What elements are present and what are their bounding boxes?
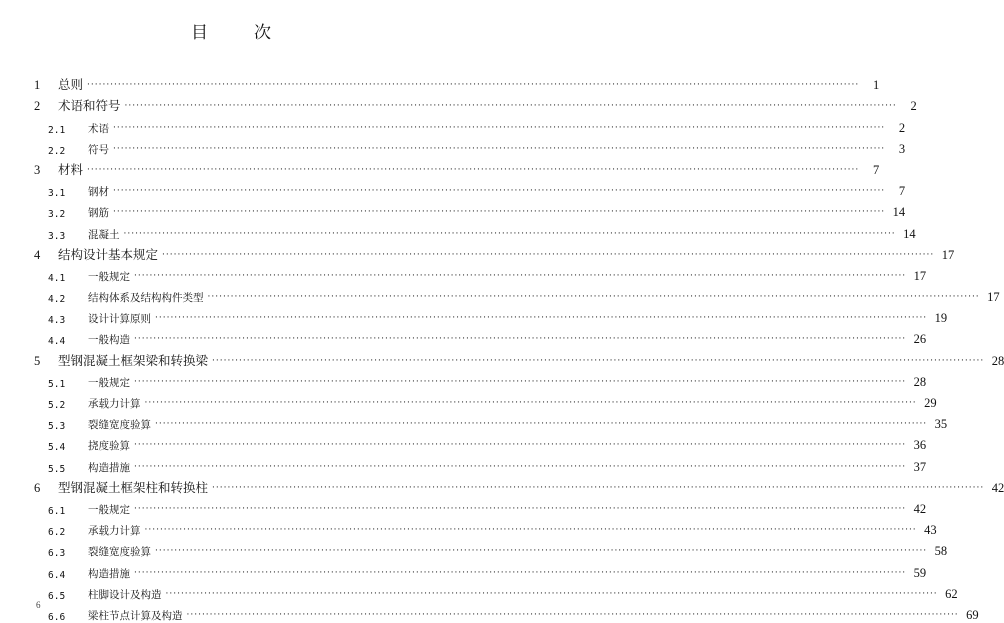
toc-entry-page: 29: [924, 396, 937, 410]
toc-dot-leader: ········································································································································································································: [165, 588, 938, 599]
toc-entry-title: 一般规定: [88, 270, 130, 283]
toc-entry-page: 43: [924, 523, 937, 538]
toc-entry: [32, 136, 906, 157]
toc-entry-title: 一般规定: [88, 503, 130, 516]
toc-entry-title: 钢材: [88, 186, 109, 199]
toc-entry-title: 结构体系及结构构件类型: [88, 292, 204, 305]
toc-entry-title: 一般规定: [88, 376, 130, 389]
toc-entry-number: 4.2: [48, 294, 66, 306]
toc-entry: [32, 538, 948, 560]
toc-dot-leader: ········································································································································································································: [155, 546, 928, 557]
toc-entry-number: 5: [34, 353, 41, 368]
toc-entry-number: 4.1: [48, 272, 66, 284]
toc-dot-leader: ········································································································································································································: [123, 228, 896, 239]
toc-entry: [32, 411, 948, 433]
toc-entry: [32, 326, 927, 348]
toc-dot-leader: ········································································································································································································: [144, 398, 917, 408]
toc-entry-page: 35: [934, 417, 948, 432]
toc-dot-leader: ········································································································································································································: [134, 334, 907, 345]
toc-dot-leader: ········································································································································································································: [113, 207, 886, 218]
toc-entry: [32, 157, 880, 178]
toc-entry-number: 6.3: [48, 548, 66, 560]
toc-entry-number: 3: [34, 162, 41, 177]
toc-entry-page: 42: [913, 501, 927, 516]
toc-dot-leader: ········································································································································································································: [134, 376, 907, 387]
toc-entry-page: 17: [941, 247, 955, 262]
toc-entry: [32, 242, 955, 263]
toc-entry-number: 3.2: [48, 209, 66, 221]
toc-entry-number: 2.1: [48, 124, 66, 136]
toc-entry: [32, 305, 948, 327]
toc-entry-title: 符号: [88, 143, 109, 156]
title-part-2: 次: [254, 23, 271, 43]
toc-entry-title: 承载力计算: [88, 525, 141, 538]
toc-entry-number: 6.4: [48, 569, 66, 581]
toc-entry-title: 构造措施: [88, 567, 130, 580]
toc-entry-title: 型钢混凝土框架梁和转换梁: [58, 352, 209, 368]
toc-dot-leader: ········································································································································································································: [134, 270, 907, 281]
toc-entry-number: 6.2: [48, 527, 66, 539]
toc-entry-number: 6.5: [48, 590, 66, 602]
toc-dot-leader: ········································································································································································································: [134, 440, 907, 451]
toc-entry-number: 4.4: [48, 336, 66, 348]
toc-entry-page: 28: [913, 374, 927, 389]
title-part-1: 目: [191, 23, 208, 43]
toc-entry-number: 5.2: [48, 400, 66, 411]
toc-entry-page: 28: [991, 353, 1004, 368]
toc-entry-number: 5.3: [48, 421, 66, 433]
toc-entry: [32, 72, 880, 93]
toc-entry-page: 7: [872, 162, 880, 177]
toc-dot-leader: ········································································································································································································: [134, 567, 907, 578]
toc-dot-leader: ········································································································································································································: [212, 482, 985, 493]
toc-entry-title: 一般构造: [88, 334, 130, 347]
toc-entry-page: 58: [934, 544, 948, 559]
toc-dot-leader: ········································································································································································································: [186, 609, 959, 620]
toc-entry: [32, 178, 906, 200]
toc-entry: [32, 475, 1004, 496]
toc-entry-number: 1: [34, 78, 41, 93]
page-footer-number: 6: [36, 600, 41, 610]
toc-entry: [32, 496, 927, 517]
toc-entry-title: 梁柱节点计算及构造: [88, 609, 183, 622]
toc-entry-page: 17: [987, 290, 1000, 305]
toc-entry-page: 17: [913, 268, 927, 283]
toc-dot-leader: ········································································································································································································: [134, 503, 907, 514]
toc-entry-title: 裂缝宽度验算: [88, 546, 151, 559]
toc-dot-leader: ········································································································································································································: [124, 101, 897, 112]
toc-dot-leader: ········································································································································································································: [87, 164, 860, 175]
toc-entry-number: 4.3: [48, 315, 66, 327]
toc-entry-number: 5.4: [48, 442, 66, 454]
toc-entry-title: 裂缝宽度验算: [88, 419, 151, 432]
table-of-contents: [32, 72, 1004, 623]
toc-entry-page: 2: [898, 120, 906, 135]
toc-dot-leader: ········································································································································································································: [113, 186, 886, 197]
toc-entry-title: 钢筋: [88, 207, 109, 220]
toc-dot-leader: ········································································································································································································: [144, 525, 917, 536]
toc-entry: [32, 432, 927, 454]
toc-entry-page: 36: [913, 438, 927, 453]
toc-entry: [32, 581, 958, 602]
toc-entry-title: 术语: [88, 122, 109, 135]
toc-entry: [32, 559, 927, 581]
toc-dot-leader: ········································································································································································································: [113, 122, 886, 133]
toc-entry-number: 5.5: [48, 463, 66, 475]
toc-dot-leader: ········································································································································································································: [113, 143, 886, 154]
toc-entry-page: 2: [910, 99, 917, 114]
toc-entry: [32, 453, 927, 475]
toc-entry-page: 26: [913, 332, 927, 347]
toc-entry-page: 42: [991, 480, 1004, 495]
toc-entry-number: 6.1: [48, 505, 66, 517]
toc-entry-title: 型钢混凝土框架柱和转换柱: [58, 479, 209, 495]
toc-entry: [32, 199, 906, 221]
toc-dot-leader: ········································································································································································································: [155, 419, 928, 430]
toc-entry-page: 14: [903, 226, 916, 241]
toc-entry-title: 设计计算原则: [88, 313, 151, 326]
toc-dot-leader: ········································································································································································································: [155, 313, 928, 324]
toc-entry-title: 总则: [58, 77, 84, 93]
toc-entry-page: 7: [898, 184, 906, 199]
toc-entry: [32, 284, 1000, 306]
toc-entry: [32, 263, 927, 284]
toc-entry-page: 3: [898, 141, 906, 156]
toc-entry-number: 2.2: [48, 145, 66, 157]
toc-dot-leader: ········································································································································································································: [87, 80, 860, 91]
toc-entry: [32, 93, 917, 114]
toc-entry-page: 59: [913, 565, 927, 580]
toc-entry: [32, 390, 937, 411]
toc-dot-leader: ········································································································································································································: [212, 355, 985, 366]
toc-entry: [32, 347, 1004, 368]
toc-entry-number: 6.6: [48, 611, 66, 623]
toc-entry-number: 3.3: [48, 230, 66, 242]
toc-entry-title: 承载力计算: [88, 398, 141, 410]
toc-entry-title: 挠度验算: [88, 440, 130, 453]
toc-entry: [32, 517, 937, 539]
toc-entry-number: 2: [34, 99, 41, 114]
page-title: [0, 18, 462, 43]
toc-entry-page: 14: [892, 205, 906, 220]
toc-entry-title: 柱脚设计及构造: [88, 588, 162, 601]
toc-dot-leader: ········································································································································································································: [162, 249, 935, 260]
toc-entry-page: 1: [872, 78, 880, 93]
toc-entry-title: 构造措施: [88, 461, 130, 474]
toc-entry-title: 材料: [58, 161, 84, 177]
toc-dot-leader: ········································································································································································································: [134, 461, 907, 472]
toc-entry-page: 37: [913, 459, 927, 474]
toc-entry: [32, 602, 979, 623]
toc-entry-page: 19: [934, 311, 948, 326]
toc-entry-title: 结构设计基本规定: [58, 246, 159, 262]
toc-dot-leader: ········································································································································································································: [207, 292, 980, 303]
toc-entry-number: 5.1: [48, 378, 66, 390]
toc-entry-number: 6: [34, 480, 41, 495]
toc-entry-title: 混凝土: [88, 228, 120, 241]
toc-entry: [32, 220, 916, 242]
toc-entry: [32, 114, 906, 136]
toc-entry-page: 62: [945, 586, 958, 601]
toc-entry-page: 69: [966, 607, 979, 622]
toc-entry-title: 术语和符号: [58, 98, 121, 114]
toc-entry-number: 3.1: [48, 188, 66, 200]
toc-entry: [32, 369, 927, 390]
toc-entry-number: 4: [34, 247, 41, 262]
